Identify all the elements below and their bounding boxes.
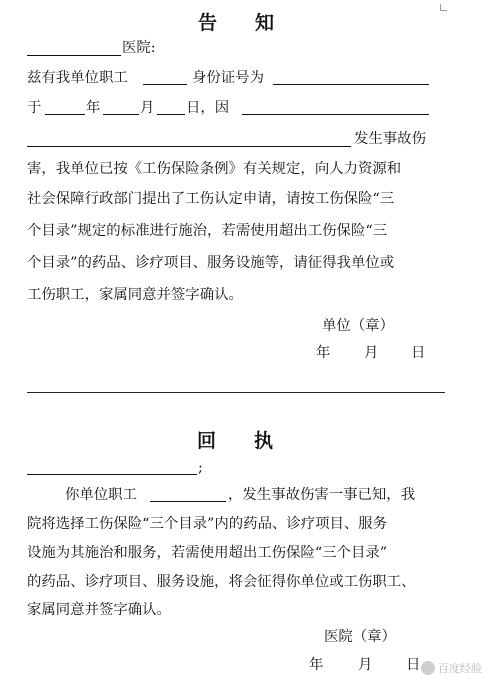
notice-paragraph-line: 个目录”的药品、诊疗项目、服务设施等，请征得我单位或 <box>27 255 395 271</box>
employee-name-blank <box>143 84 187 85</box>
receipt-employee-blank <box>150 501 226 502</box>
receipt-line1-label: 你单位职工 <box>65 487 137 503</box>
notice-title-char-1: 告 <box>198 12 218 34</box>
hospital-suffix: 医院: <box>122 40 156 56</box>
receipt-paragraph-line: 院将选择工伤保险“三个目录”内的药品、诊疗项目、服务 <box>27 516 388 532</box>
day-blank <box>157 114 185 115</box>
receipt-title-char-1: 回 <box>197 430 217 452</box>
notice-accident-text: 发生事故伤 <box>354 131 426 147</box>
notice-paragraph-line: 工伤职工，家属同意并签字确认。 <box>27 287 243 303</box>
section-divider <box>27 392 445 393</box>
notice-paragraph-line: 个目录”规定的标准进行施治，若需使用超出工伤保险“三 <box>27 223 388 239</box>
month-blank <box>103 114 139 115</box>
notice-title-char-2: 知 <box>255 12 275 34</box>
receipt-paragraph-line: 设施为其施治和服务，若需使用超出工伤保险“三个目录” <box>27 545 388 561</box>
notice-id-label: 身份证号为 <box>192 70 264 86</box>
year-blank <box>45 114 85 115</box>
notice-paragraph-line: 社会保障行政部门提出了工伤认定申请，请按工伤保险“三 <box>27 191 395 207</box>
notice-day-label: 日，因 <box>186 100 230 116</box>
reason-continue-blank <box>27 146 351 147</box>
notice-line1-label: 兹有我单位职工 <box>27 70 128 86</box>
notice-date-prefix: 于 <box>27 100 42 116</box>
receipt-sign-month: 月 <box>358 657 373 673</box>
notice-sign-year: 年 <box>316 345 331 361</box>
watermark-text: 百度经验 <box>438 662 482 675</box>
watermark-logo-icon <box>421 661 435 675</box>
receipt-sign-year: 年 <box>309 657 324 673</box>
unit-seal-label: 单位（章） <box>322 318 394 334</box>
notice-year-label: 年 <box>86 100 101 116</box>
hospital-name-blank <box>27 55 121 56</box>
receipt-paragraph-line: 的药品、诊疗项目、服务设施，将会征得你单位或工伤职工、 <box>27 574 416 590</box>
hospital-seal-label: 医院（章） <box>324 629 396 645</box>
receipt-sign-day: 日 <box>406 657 421 673</box>
notice-sign-day: 日 <box>411 345 426 361</box>
notice-sign-month: 月 <box>364 345 379 361</box>
page-corner-mark <box>440 4 447 11</box>
watermark <box>421 660 482 676</box>
id-number-blank <box>273 84 429 85</box>
notice-month-label: 月 <box>140 100 155 116</box>
receipt-title-char-2: 执 <box>254 430 274 452</box>
reason-blank <box>242 114 429 115</box>
notice-paragraph-line: 害，我单位已按《工伤保险条例》有关规定，向人力资源和 <box>27 161 402 177</box>
recipient-unit-blank <box>27 474 197 475</box>
receipt-colon: ; <box>198 460 203 476</box>
receipt-paragraph-line: 家属同意并签字确认。 <box>27 602 171 618</box>
receipt-line1-text: ，发生事故伤害一事已知，我 <box>228 487 416 503</box>
